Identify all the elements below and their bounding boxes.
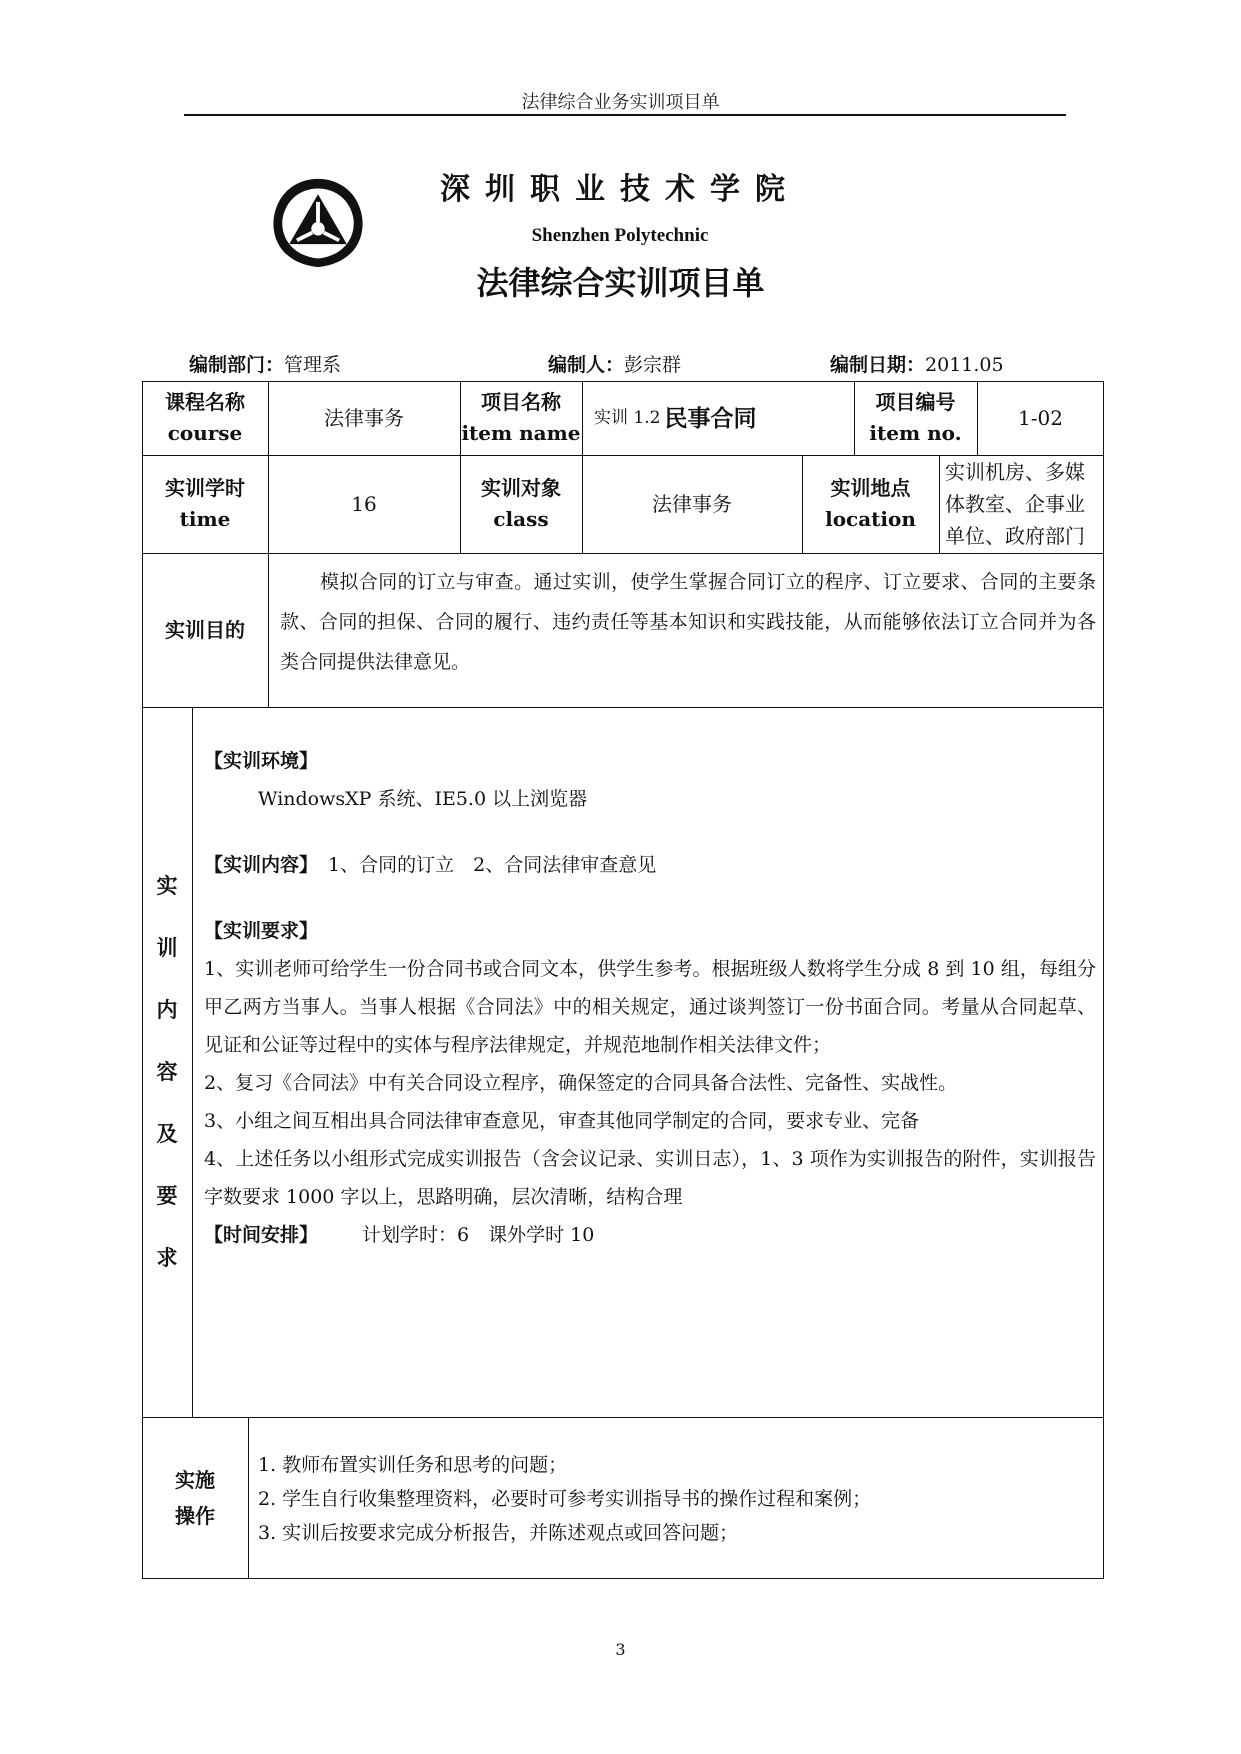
req-item-1: 1、实训老师可给学生一份合同书或合同文本，供学生参考。根据班级人数将学生分成 8 到 10 组，每组分甲乙两方当事人。当事人根据《合同法》中的相关规定，通过谈判签订一份书面合同。考量从合同起草、见证和公证等过程中的实体与程序法律规定，并规范地制作相关法律文件； [204, 958, 1096, 1056]
item-name-label-en: item name [461, 421, 581, 445]
school-name-cn: 深圳职业技术学院 [440, 172, 800, 207]
objective-label: 实训目的 [165, 617, 245, 642]
content-label-char: 要 [156, 1183, 178, 1208]
item-name-main: 民事合同 [664, 404, 757, 432]
item-name-label [460, 381, 582, 455]
table-rule [142, 553, 1104, 554]
header-rule [184, 114, 1066, 116]
item-name-value [582, 381, 854, 455]
school-logo-icon [270, 175, 366, 271]
meta-dept-value: 管理系 [284, 354, 342, 376]
req-item-3: 3、小组之间互相出具合同法律审查意见，审查其他同学制定的合同，要求专业、完备 [204, 1110, 920, 1132]
time-label [142, 455, 268, 553]
content-label-char: 及 [156, 1121, 178, 1146]
operation-step: 3. 实训后按要求完成分析报告，并陈述观点或回答问题； [258, 1522, 739, 1544]
item-no-value: 1-02 [1018, 405, 1063, 430]
env-text: WindowsXP 系统、IE5.0 以上浏览器 [258, 788, 588, 810]
time-label-cn: 实训学时 [165, 476, 245, 500]
table-rule [192, 707, 193, 1417]
time-heading: 【时间安排】 [204, 1224, 319, 1246]
meta-dept [189, 350, 341, 377]
location-label-en: location [825, 507, 916, 531]
running-header: 法律综合业务实训项目单 [521, 92, 720, 113]
env-heading: 【实训环境】 [204, 750, 319, 772]
operation-steps [258, 1448, 1098, 1550]
meta-dept-label: 编制部门： [189, 354, 285, 376]
course-label-cn: 课程名称 [165, 390, 245, 414]
class-value: 法律事务 [652, 491, 732, 516]
meta-author-value: 彭宗群 [624, 354, 682, 376]
item-no-label-en: item no. [869, 421, 962, 445]
content-label-char: 实 [156, 873, 178, 898]
content-label-char: 容 [156, 1059, 178, 1084]
item-no-label [854, 381, 977, 455]
time-line [204, 1216, 1096, 1254]
location-value: 实训机房、多媒体教室、企事业单位、政府部门 [945, 460, 1085, 548]
table-rule [268, 553, 269, 707]
req-item-4: 4、上述任务以小组形式完成实训报告（含会议记录、实训日志），1、3 项作为实训报告的附件，实训报告字数要求 1000 字以上，思路明确，层次清晰，结构合理 [204, 1148, 1096, 1208]
meta-date [830, 350, 1004, 377]
content-text: 1、合同的订立 2、合同法律审查意见 [328, 854, 657, 876]
meta-author [548, 350, 681, 377]
course-label [142, 381, 268, 455]
meta-author-label: 编制人： [548, 354, 625, 376]
item-name-prefix: 实训 1.2 [594, 407, 661, 428]
table-rule [142, 1417, 1104, 1418]
class-label [460, 455, 582, 553]
document-title: 法律综合实训项目单 [476, 264, 765, 302]
time-value: 16 [351, 491, 377, 516]
content-label-char: 内 [156, 997, 178, 1022]
req-item-2: 2、复习《合同法》中有关合同设立程序，确保签定的合同具备合法性、完备性、实战性。 [204, 1072, 958, 1094]
req-heading: 【实训要求】 [204, 920, 319, 942]
content-line [204, 846, 1096, 884]
time-label-en: time [179, 507, 231, 531]
course-label-en: course [167, 421, 243, 445]
meta-date-value: 2011.05 [925, 354, 1004, 376]
item-no-label-cn: 项目编号 [875, 390, 956, 414]
content-body [204, 742, 1096, 1254]
operation-label-line1: 实施 [175, 1468, 215, 1492]
table-rule [248, 1417, 249, 1579]
operation-label-line2: 操作 [175, 1504, 215, 1528]
meta-date-label: 编制日期： [830, 354, 926, 376]
class-label-cn: 实训对象 [481, 476, 561, 500]
content-label-char: 求 [156, 1245, 178, 1270]
operation-step: 1. 教师布置实训任务和思考的问题； [258, 1454, 568, 1476]
operation-label [142, 1417, 248, 1579]
content-heading: 【实训内容】 [204, 854, 319, 876]
objective-text: 模拟合同的订立与审查。通过实训，使学生掌握合同订立的程序、订立要求、合同的主要条款、合同的担保、合同的履行、违约责任等基本知识和实践技能，从而能够依法订立合同并为各类合同提供法律意见。 [280, 571, 1096, 673]
content-label-char: 训 [156, 935, 178, 960]
operation-step: 2. 学生自行收集整理资料，必要时可参考实训指导书的操作过程和案例； [258, 1488, 872, 1510]
location-label [802, 455, 939, 553]
content-vertical-label [150, 870, 184, 1304]
page-number: 3 [615, 1640, 626, 1659]
course-value: 法律事务 [324, 405, 404, 430]
time-text: 计划学时：6 课外学时 10 [362, 1224, 595, 1246]
class-label-en: class [493, 507, 549, 531]
table-rule [142, 707, 1104, 708]
school-name-en: Shenzhen Polytechnic [531, 225, 709, 246]
item-name-label-cn: 项目名称 [481, 390, 561, 414]
location-label-cn: 实训地点 [830, 476, 911, 500]
